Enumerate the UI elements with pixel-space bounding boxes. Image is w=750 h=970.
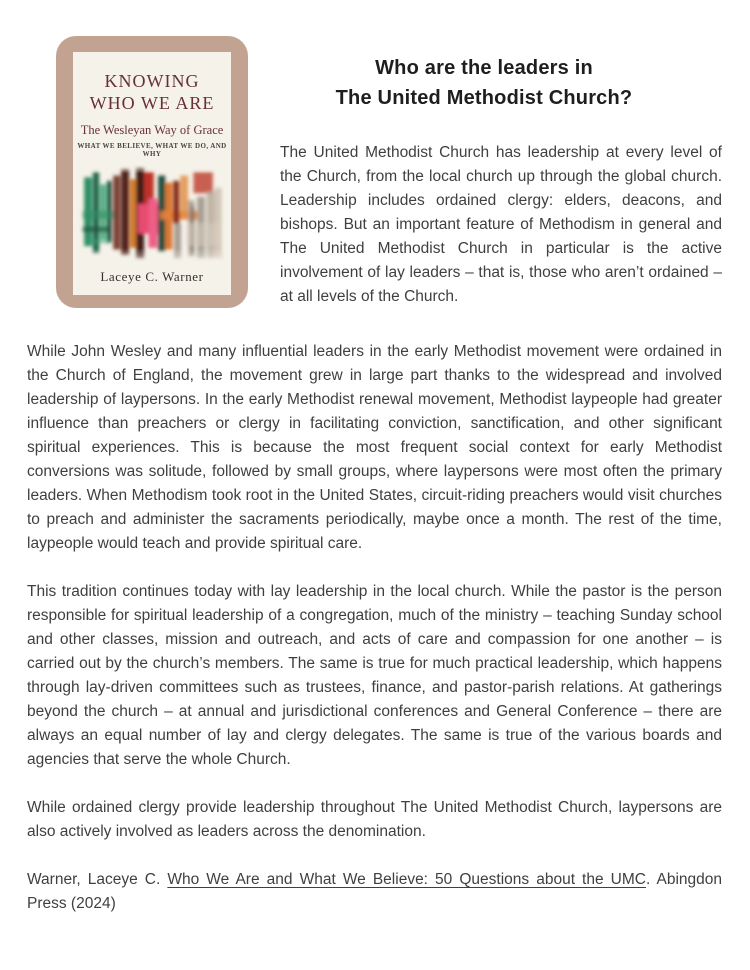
citation	[27, 868, 722, 916]
intro-section	[27, 36, 722, 309]
paragraph-history: While John Wesley and many influential leaders in the early Methodist movement were ordained in the Church of England, the movement grew in large part thanks to the widespread and involved leadership of laypersons. In the early Methodist renewal movement, Methodist laypeople had greater influence than preachers or clergy in facilitating conviction, sanctification, and other significant spiritual experiences. This is because the most frequent social context for early Methodist conversions was solitude, followed by small groups, where laypersons were most often the primary leaders. When Methodism took root in the United States, circuit-riding preachers would visit churches to preach and administer the sacraments periodically, maybe once a month. The rest of the time, laypeople would teach and provide spiritual care.	[27, 343, 722, 552]
citation-prefix: Warner, Laceye C.	[27, 871, 168, 888]
paragraph-summary: While ordained clergy provide leadership throughout The United Methodist Church, laypersons are also actively involved as leaders across the denomination.	[27, 799, 722, 840]
book-title-line1: KNOWING	[104, 71, 200, 91]
book-title-line2: WHO WE ARE	[89, 93, 215, 113]
intro-column	[280, 36, 722, 309]
book-title	[90, 70, 215, 114]
page-title-line1: Who are the leaders in	[375, 57, 593, 79]
paragraph-intro: The United Methodist Church has leadership at every level of the Church, from the local church up through the global church. Leadership includes ordained clergy: elders, deacons, and bishops. But an important feature of Methodism in general and The United Methodist Church in particular is the active involvement of lay leaders – that is, those who aren’t ordained – at all levels of the Church.	[280, 144, 722, 305]
book-cover-inner	[73, 52, 231, 295]
page-title	[280, 53, 722, 113]
book-cover	[56, 36, 248, 308]
abstract-brushstroke-art	[73, 165, 231, 269]
book-tagline: WHAT WE BELIEVE, WHAT WE DO, AND WHY	[77, 142, 227, 158]
page-title-line2: The United Methodist Church?	[335, 87, 633, 109]
book-author: Laceye C. Warner	[100, 269, 204, 284]
book-subtitle: The Wesleyan Way of Grace	[80, 123, 224, 137]
paragraph-today: This tradition continues today with lay leadership in the local church. While the pastor is the person responsible for spiritual leadership of a congregation, much of the ministry – teaching Sunday school and other classes, mission and outreach, and acts of care and compassion for one another – is carried out by the church’s members. The same is true for much practical leadership, which happens through lay-driven committees such as trustees, finance, and pastor-parish relations. At gatherings beyond the church – at annual and jurisdictional conferences and General Conference – there are always an equal number of lay and clergy delegates. The same is true of the various boards and agencies that serve the whole Church.	[27, 583, 722, 768]
citation-suffix: . Abingdon Press (2024)	[27, 871, 722, 912]
citation-book-title-link[interactable]: Who We Are and What We Believe: 50 Questions about the UMC	[167, 871, 646, 888]
